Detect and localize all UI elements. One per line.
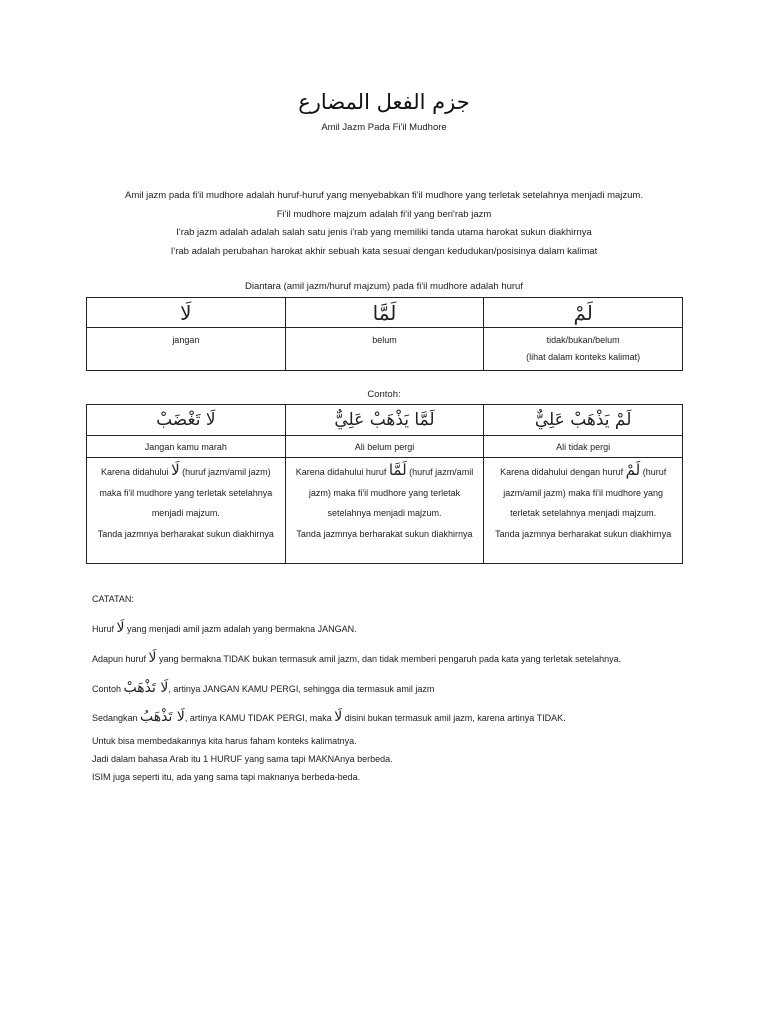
note-line — [92, 709, 566, 725]
table-cell: jangan — [87, 328, 286, 371]
explanation-text: (huruf jazm/amil jazm) maka fi'il mudhore yang terletak setelahnya menjadi majzum. — [503, 467, 667, 518]
examples-table — [86, 404, 683, 564]
explanation-arabic: لَمْ — [625, 461, 641, 479]
explanation-text: (huruf jazm/amil jazm) maka fi'il mudhore yang terletak setelahnya menjadi majzum. — [99, 467, 273, 518]
note-arabic: لَا — [148, 650, 157, 666]
example-arabic: لَمَّا يَذْهَبْ عَلِيٌّ — [285, 405, 484, 436]
note-line — [92, 650, 621, 666]
explanation-text: Karena didahului huruf — [295, 467, 389, 477]
note-text: Huruf — [92, 624, 117, 634]
table-header-row — [87, 298, 683, 328]
explanation-note: Tanda jazmnya berharakat sukun diakhirnya — [97, 528, 274, 539]
table-header-cell: لَمْ — [484, 298, 683, 328]
table2-caption: Contoh: — [367, 389, 401, 400]
explanation-arabic: لَا — [171, 461, 180, 479]
explanation-note: Tanda jazmnya berharakat sukun diakhirnya — [296, 528, 473, 539]
example-explanation — [285, 458, 484, 564]
example-explanation — [87, 458, 286, 564]
table-cell: belum — [285, 328, 484, 371]
explanation-text: Karena didahului dengan huruf — [500, 467, 626, 477]
note-text: disini bukan termasuk amil jazm, karena artinya TIDAK. — [342, 713, 566, 723]
table-header-row — [87, 405, 683, 436]
explanation-note: Tanda jazmnya berharakat sukun diakhirnya — [495, 528, 672, 539]
note-text: Sedangkan — [92, 713, 141, 723]
table-cell — [484, 328, 683, 371]
note-text: Adapun huruf — [92, 654, 149, 664]
explanation-text: Karena didahului — [101, 467, 172, 477]
explanation-text: (huruf jazm/amil jazm) maka fi'il mudhore yang terletak setelahnya menjadi majzum. — [308, 467, 474, 518]
example-arabic: لَا تَغْضَبْ — [87, 405, 286, 436]
intro-line: I'rab jazm adalah adalah salah satu jenis i'rab yang memiliki tanda utama harokat sukun diakhirnya — [176, 227, 592, 238]
table-row — [87, 458, 683, 564]
amil-jazm-table — [86, 297, 683, 371]
example-translation: Jangan kamu marah — [87, 436, 286, 458]
page-subtitle: Amil Jazm Pada Fi'il Mudhore — [321, 122, 447, 133]
example-translation: Ali belum pergi — [285, 436, 484, 458]
page-title: جزم الفعل المضارع — [298, 90, 470, 114]
note-text: , artinya JANGAN KAMU PERGI, sehingga dia termasuk amil jazm — [168, 684, 435, 694]
note-arabic: لَا — [116, 620, 125, 636]
meaning-note: (lihat dalam konteks kalimat) — [526, 352, 641, 362]
example-arabic: لَمْ يَذْهَبْ عَلِيٌّ — [484, 405, 683, 436]
intro-line: Fi'il mudhore majzum adalah fi'il yang beri'rab jazm — [276, 208, 492, 220]
table1-caption: Diantara (amil jazm/huruf majzum) pada fi'il mudhore adalah huruf — [245, 281, 523, 292]
note-arabic: لَا تَذْهَبْ — [123, 680, 169, 696]
intro-line: I'rab adalah perubahan harokat akhir sebuah kata sesuai dengan kedudukan/posisinya dalam kalimat — [170, 245, 598, 257]
note-arabic: لَا — [334, 709, 343, 725]
note-line: Jadi dalam bahasa Arab itu 1 HURUF yang sama tapi MAKNAnya berbeda. — [92, 754, 393, 764]
meaning-text: tidak/bukan/belum — [546, 335, 620, 345]
notes-heading: CATATAN: — [92, 594, 134, 604]
table-row — [87, 328, 683, 371]
note-line: ISIM juga seperti itu, ada yang sama tapi maknanya berbeda-beda. — [92, 772, 361, 782]
note-text: yang menjadi amil jazm adalah yang bermakna JANGAN. — [124, 624, 357, 634]
note-line — [92, 680, 434, 696]
table-row — [87, 436, 683, 458]
table-header-cell: لَا — [87, 298, 286, 328]
table-header-cell: لَمَّا — [285, 298, 484, 328]
note-text: Contoh — [92, 684, 124, 694]
example-explanation — [484, 458, 683, 564]
intro-paragraph — [0, 187, 768, 261]
note-line: Untuk bisa membedakannya kita harus faham konteks kalimatnya. — [92, 736, 357, 746]
example-translation: Ali tidak pergi — [484, 436, 683, 458]
explanation-arabic: لَمَّا — [388, 461, 407, 479]
note-arabic: لَا تَذْهَبُ — [140, 709, 185, 725]
note-line — [92, 620, 357, 636]
note-text: yang bermakna TIDAK bukan termasuk amil jazm, dan tidak memberi pengaruh pada kata yang terletak setelahnya. — [156, 654, 622, 664]
note-text: , artinya KAMU TIDAK PERGI, maka — [184, 713, 335, 723]
intro-line: Amil jazm pada fi'il mudhore adalah huruf-huruf yang menyebabkan fi'il mudhore yang terletak setelahnya menjadi majzum. — [125, 190, 643, 201]
